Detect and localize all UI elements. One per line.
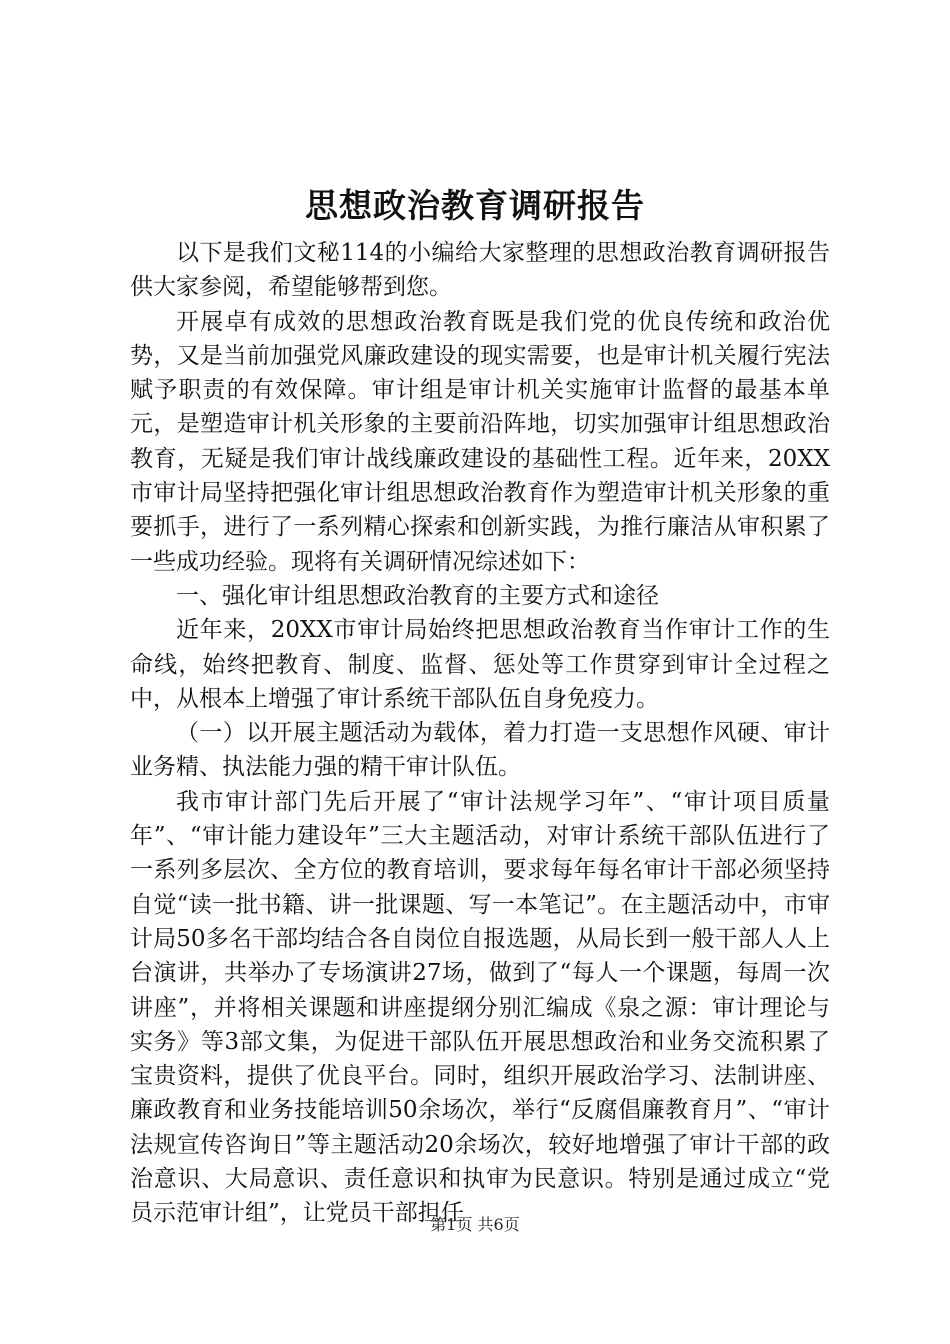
page-number-footer: 第1页 共6页 — [430, 1215, 520, 1234]
subsection-heading: （一）以开展主题活动为载体，着力打造一支思想作风硬、审计业务精、执法能力强的精干审计队伍。 — [130, 720, 830, 781]
body-paragraph: 近年来，20XX市审计局始终把思想政治教育当作审计工作的生命线，始终把教育、制度、监督、惩处等工作贯穿到审计全过程之中，从根本上增强了审计系统干部队伍自身免疫力。 — [130, 617, 830, 712]
document-body — [130, 236, 830, 1231]
document-title: 思想政治教育调研报告 — [305, 186, 645, 225]
body-paragraph: 我市审计部门先后开展了“审计法规学习年”、“审计项目质量年”、“审计能力建设年”三大主题活动，对审计系统干部队伍进行了一系列多层次、全方位的教育培训，要求每年每名审计干部必须坚持自觉“读一批书籍、讲一批课题、写一本笔记”。在主题活动中，市审计局50多名干部均结合各自岗位自报选题，从局长到一般干部人人上台演讲，共举办了专场演讲27场，做到了“每人一个课题，每周一次讲座”，并将相关课题和讲座提纲分别汇编成《泉之源：审计理论与实务》等3部文集，为促进干部队伍开展思想政治和业务交流积累了宝贵资料，提供了优良平台。同时，组织开展政治学习、法制讲座、廉政教育和业务技能培训50余场次，举行“反腐倡廉教育月”、“审计法规宣传咨询日”等主题活动20余场次，较好地增强了审计干部的政治意识、大局意识、责任意识和执审为民意识。特别是通过成立“党员示范审计组”，让党员干部担任 — [130, 788, 830, 1227]
intro-paragraph: 以下是我们文秘114的小编给大家整理的思想政治教育调研报告供大家参阅，希望能够帮到您。 — [130, 240, 830, 301]
section-heading: 一、强化审计组思想政治教育的主要方式和途径 — [176, 582, 659, 609]
body-paragraph: 开展卓有成效的思想政治教育既是我们党的优良传统和政治优势，又是当前加强党风廉政建设的现实需要，也是审计机关履行宪法赋予职责的有效保障。审计组是审计机关实施审计监督的最基本单元，是塑造审计机关形象的主要前沿阵地，切实加强审计组思想政治教育，无疑是我们审计战线廉政建设的基础性工程。近年来，20XX市审计局坚持把强化审计组思想政治教育作为塑造审计机关形象的重要抓手，进行了一系列精心探索和创新实践，为推行廉洁从审积累了一些成功经验。现将有关调研情况综述如下： — [130, 308, 830, 575]
